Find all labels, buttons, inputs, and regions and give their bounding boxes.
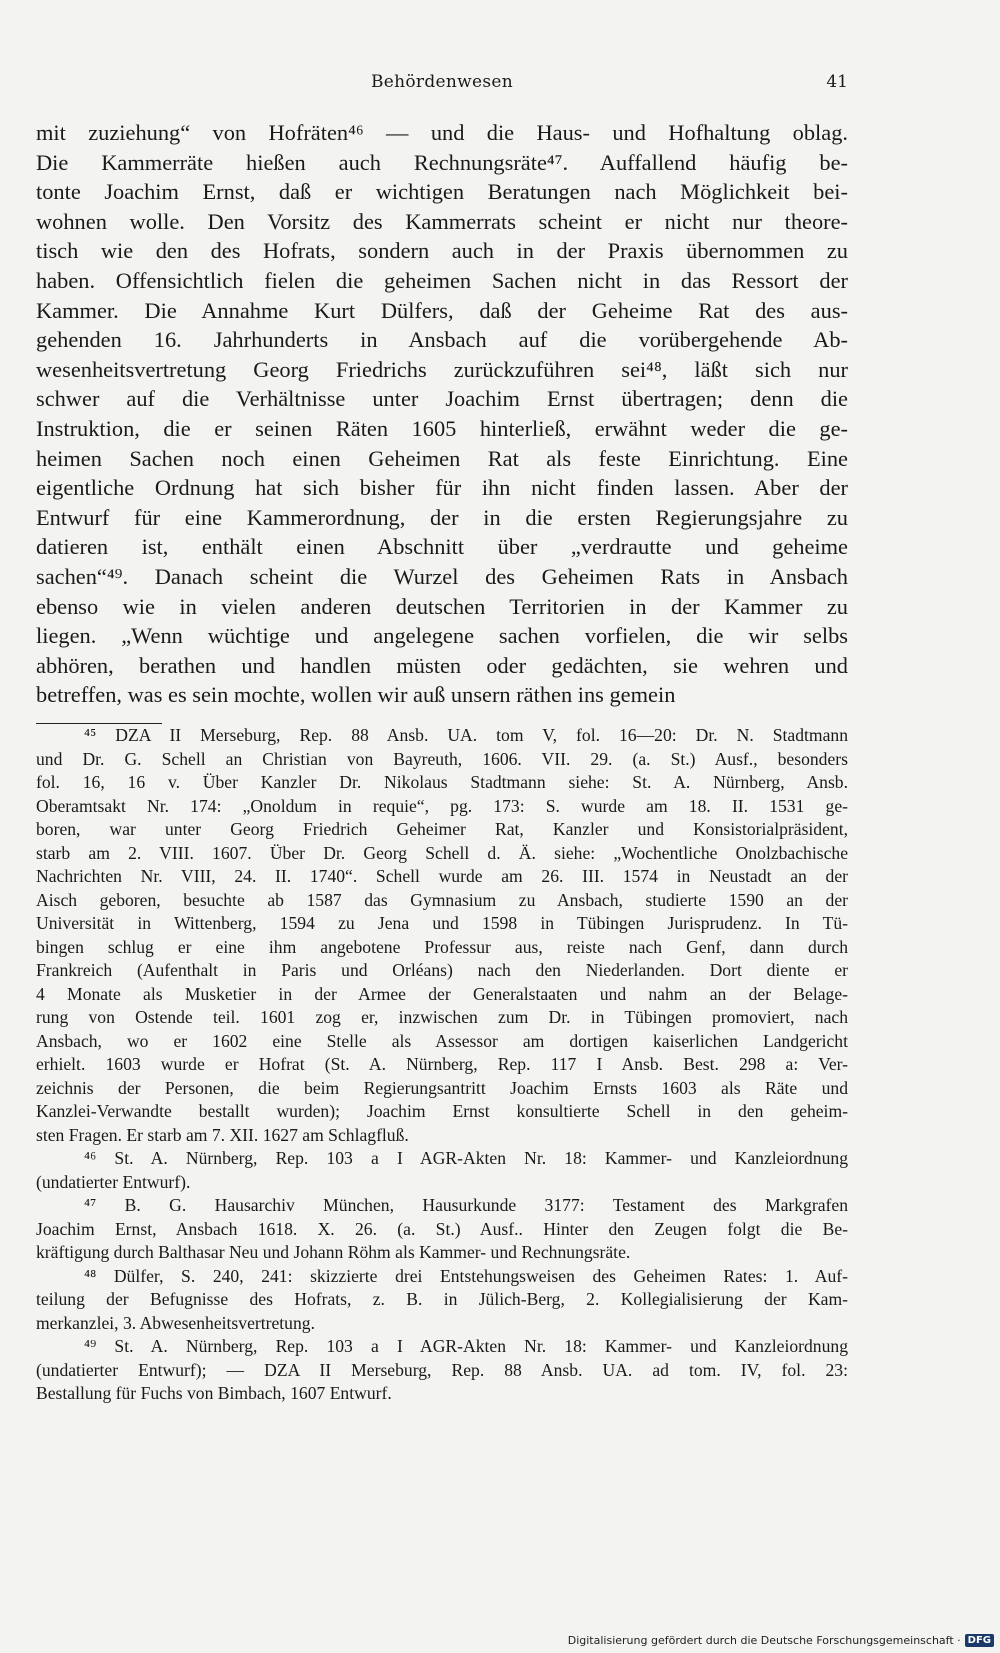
footnote-line: 4 Monate als Musketier in der Armee der Generalstaaten und nahm an der Belage-: [36, 983, 848, 1004]
footnote-49: [36, 1335, 848, 1406]
footnote-line: starb am 2. VIII. 1607. Über Dr. Georg Schell d. Ä. siehe: „Wochentliche Onolzbachische: [36, 842, 848, 863]
footnote-line: merkanzlei, 3. Abwesenheitsvertretung.: [36, 1312, 315, 1333]
footnote-line: ⁴⁸ Dülfer, S. 240, 241: skizzierte drei Entstehungsweisen des Geheimen Rates: 1. Auf-: [84, 1265, 848, 1286]
dfg-logo: DFG: [965, 1634, 994, 1647]
body-line: wohnen wolle. Den Vorsitz des Kammerrats scheint er nicht nur theore-: [36, 208, 848, 234]
body-line: eigentliche Ordnung hat sich bisher für ihn nicht finden lassen. Aber der: [36, 475, 848, 501]
footnote-line: teilung der Befugnisse des Hofrats, z. B. in Jülich-Berg, 2. Kollegialisierung der Kam-: [36, 1289, 848, 1309]
footnote-45: [36, 724, 848, 1147]
footnote-46: [36, 1147, 848, 1194]
body-line: Kammer. Die Annahme Kurt Dülfers, daß der Geheime Rat des aus-: [36, 297, 848, 323]
running-head: Behördenwesen: [371, 72, 513, 92]
body-line: sachen“⁴⁹. Danach scheint die Wurzel des Geheimen Rats in Ansbach: [36, 563, 848, 589]
footnote-48: [36, 1265, 848, 1336]
body-line: mit zuziehung“ von Hofräten⁴⁶ — und die Haus- und Hofhaltung oblag.: [36, 120, 848, 145]
footnote-line: und Dr. G. Schell an Christian von Bayreuth, 1606. VII. 29. (a. St.) Ausf., besonders: [36, 748, 848, 769]
body-line: Entwurf für eine Kammerordnung, der in die ersten Regierungsjahre zu: [36, 504, 848, 530]
footnote-line: Bestallung für Fuchs von Bimbach, 1607 Entwurf.: [36, 1383, 392, 1403]
footnote-line: Nachrichten Nr. VIII, 24. II. 1740“. Schell wurde am 26. III. 1574 in Neustadt an der: [36, 866, 848, 886]
footnote-line: Kanzlei-Verwandte bestallt wurden); Joachim Ernst konsultierte Schell in den geheim-: [36, 1101, 848, 1121]
footer: [568, 1634, 994, 1647]
body-line: haben. Offensichtlich fielen die geheimen Sachen nicht in das Ressort der: [36, 267, 848, 293]
body-line: wesenheitsvertretung Georg Friedrichs zurückzuführen sei⁴⁸, läßt sich nur: [36, 356, 848, 382]
footnotes: [36, 724, 848, 1406]
footnote-line: (undatierter Entwurf); — DZA II Merseburg, Rep. 88 Ansb. UA. ad tom. IV, fol. 23:: [36, 1359, 848, 1380]
body-line: Instruktion, die er seinen Räten 1605 hinterließ, erwähnt weder die ge-: [36, 415, 848, 441]
footnote-line: sten Fragen. Er starb am 7. XII. 1627 am Schlagfluß.: [36, 1124, 409, 1145]
body-line: tonte Joachim Ernst, daß er wichtigen Beratungen nach Möglichkeit bei-: [36, 179, 848, 205]
body-line: betreffen, was es sein mochte, wollen wir auß unsern räthen ins gemein: [36, 682, 676, 708]
footnote-line: erhielt. 1603 wurde er Hofrat (St. A. Nürnberg, Rep. 117 I Ansb. Best. 298 a: Ver-: [36, 1054, 848, 1074]
body-line: gehenden 16. Jahrhunderts in Ansbach auf die vorübergehende Ab-: [36, 327, 848, 353]
footnote-line: (undatierter Entwurf).: [36, 1171, 191, 1192]
footnote-line: ⁴⁷ B. G. Hausarchiv München, Hausurkunde 3177: Testament des Markgrafen: [84, 1195, 848, 1215]
page-number: 41: [826, 72, 848, 92]
footer-credit: Digitalisierung gefördert durch die Deutsche Forschungsgemeinschaft ·: [567, 1634, 961, 1647]
body-line: datieren ist, enthält einen Abschnitt über „verdrautte und geheime: [36, 534, 848, 560]
footnote-line: ⁴⁶ St. A. Nürnberg, Rep. 103 a I AGR-Akten Nr. 18: Kammer- und Kanzleiordnung: [84, 1148, 848, 1168]
footnote-line: boren, war unter Georg Friedrich Geheimer Rat, Kanzler und Konsistorialpräsident,: [36, 819, 848, 839]
footnote-line: Oberamtsakt Nr. 174: „Onoldum in requie“, pg. 173: S. wurde am 18. II. 1531 ge-: [36, 795, 848, 816]
footnote-line: bingen schlug er eine ihm angebotene Professur aus, reiste nach Genf, dann durch: [36, 936, 848, 957]
body-line: liegen. „Wenn wüchtige und angelegene sachen vorfielen, die wir selbs: [36, 623, 848, 649]
footnote-line: Frankreich (Aufenthalt in Paris und Orléans) nach den Niederlanden. Dort diente er: [36, 960, 848, 980]
footnote-line: ⁴⁵ DZA II Merseburg, Rep. 88 Ansb. UA. tom V, fol. 16—20: Dr. N. Stadtmann: [84, 725, 848, 745]
footnote-line: fol. 16, 16 v. Über Kanzler Dr. Nikolaus Stadtmann siehe: St. A. Nürnberg, Ansb.: [36, 772, 848, 792]
body-line: abhören, berathen und handlen müsten oder gedächten, sie wehren und: [36, 652, 848, 678]
body-line: tisch wie den des Hofrats, sondern auch in der Praxis übernommen zu: [36, 238, 848, 264]
footnote-line: zeichnis der Personen, die beim Regierungsantritt Joachim Ernsts 1603 als Räte und: [36, 1077, 848, 1098]
body-text: [36, 118, 848, 710]
page-header: [36, 72, 848, 102]
body-line: schwer auf die Verhältnisse unter Joachim Ernst übertragen; denn die: [36, 386, 848, 412]
footnote-line: Ansbach, wo er 1602 eine Stelle als Assessor am dortigen kaiserlichen Landgericht: [36, 1030, 848, 1051]
body-line: heimen Sachen noch einen Geheimen Rat als feste Einrichtung. Eine: [36, 445, 848, 471]
footnote-line: Joachim Ernst, Ansbach 1618. X. 26. (a. St.) Ausf.. Hinter den Zeugen folgt die Be-: [36, 1218, 848, 1239]
footnote-line: ⁴⁹ St. A. Nürnberg, Rep. 103 a I AGR-Akten Nr. 18: Kammer- und Kanzleiordnung: [84, 1336, 848, 1356]
footnote-47: [36, 1194, 848, 1265]
footnote-line: Aisch geboren, besuchte ab 1587 das Gymnasium zu Ansbach, studierte 1590 an der: [36, 889, 848, 910]
footnote-line: kräftigung durch Balthasar Neu und Johann Röhm als Kammer- und Rechnungsräte.: [36, 1242, 631, 1262]
footnote-line: Universität in Wittenberg, 1594 zu Jena und 1598 in Tübingen Jurisprudenz. In Tü-: [36, 913, 848, 933]
body-line: ebenso wie in vielen anderen deutschen Territorien in der Kammer zu: [36, 593, 848, 619]
body-line: Die Kammerräte hießen auch Rechnungsräte⁴⁷. Auffallend häufig be-: [36, 149, 848, 175]
footnote-line: rung von Ostende teil. 1601 zog er, inzwischen zum Dr. in Tübingen promoviert, nach: [36, 1007, 848, 1027]
